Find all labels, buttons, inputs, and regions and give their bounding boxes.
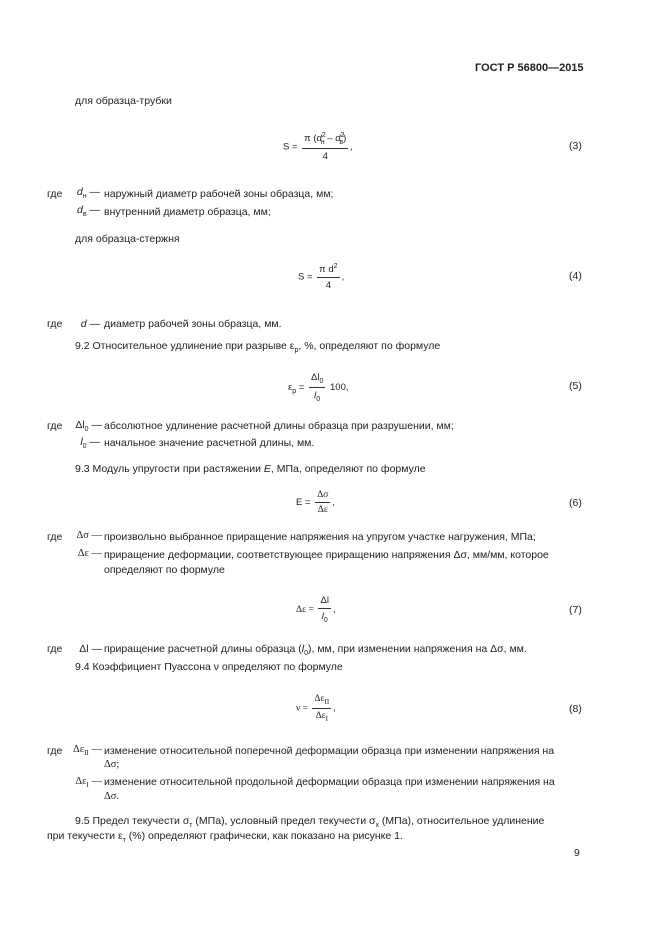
where-label: где (47, 420, 63, 432)
def-text-delta-l0: абсолютное удлинение расчетной длины образца при разрушении, мм; (104, 420, 454, 432)
formula-7-numerator: Δl (318, 595, 330, 609)
where-label: где (47, 531, 63, 543)
formula-6-numerator: Δσ (315, 490, 330, 503)
formula-4-numerator: π $d^2$ (317, 263, 339, 278)
formula-3-denominator: 4 (322, 151, 328, 163)
where-label: где (47, 643, 63, 655)
formula-5-lhs: $\varepsilon_р$ = (288, 381, 305, 395)
def-term-l0: $l_0$ — (80, 436, 100, 451)
def-text-delta-eps-i-cont: Δσ. (104, 791, 120, 802)
formula-8-denominator: $\Delta\varepsilon_I$ (315, 710, 329, 723)
def-term-delta-eps-i: $\Delta\varepsilon_I$ — (75, 776, 102, 790)
def-term-d-outer: $d_н$ — (76, 186, 100, 201)
def-term-delta-sigma: Δσ — (76, 530, 102, 541)
formula-7-denominator: $l_0$ (321, 611, 328, 624)
section-9-2: 9.2 Относительное удлинение при разрыве $\varepsilon_р$, %, определяют по формуле (75, 340, 441, 355)
def-term-d-inner: $d_в$ — (77, 204, 100, 219)
intro-tube: для образца-трубки (75, 95, 172, 107)
def-text-delta-eps-ii-cont: Δσ; (104, 759, 120, 770)
formula-3-lhs: S = (283, 141, 298, 153)
equation-number-6: (6) (569, 497, 582, 509)
formula-6-fraction (315, 490, 330, 515)
def-text-d: диаметр рабочей зоны образца, мм. (104, 318, 282, 330)
def-text-delta-epsilon: приращение деформации, соответствующее приращению напряжения Δσ, мм/мм, которое (104, 549, 549, 561)
where-label: где (47, 318, 63, 330)
where-label: где (47, 745, 63, 757)
formula-8-lhs: ν = (296, 703, 309, 714)
formula-6-denominator: Δε (317, 505, 328, 515)
equation-number-8: (8) (569, 703, 582, 715)
def-text-l0: начальное значение расчетной длины, мм. (104, 437, 315, 449)
formula-4: S = $\frac{\pi d^2}{4}$ , (298, 263, 345, 292)
document-code: ГОСТ Р 56800—2015 (475, 62, 584, 74)
formula-5: $\varepsilon_р$ = $\frac{\Delta l_0}{l_0}$ 100, (288, 372, 349, 403)
def-term-d: d — (80, 318, 100, 330)
formula-8-fraction (312, 694, 331, 723)
def-text-delta-sigma: произвольно выбранное приращение напряжения на упругом участке нагружения, МПа; (104, 531, 536, 543)
def-term-delta-epsilon: Δε — (77, 548, 102, 559)
formula-3-fraction (302, 132, 348, 162)
page-number: 9 (574, 847, 580, 859)
formula-5-fraction (309, 372, 325, 403)
equation-number-7: (7) (569, 604, 582, 616)
def-text-d-inner: внутренний диаметр образца, мм; (104, 206, 271, 218)
def-term-delta-l: Δl — (79, 643, 102, 655)
def-text-d-outer: наружный диаметр рабочей зоны образца, мм; (104, 188, 334, 200)
where-label: где (47, 188, 63, 200)
def-term-delta-eps-ii: $\Delta\varepsilon_{II}$ — (73, 744, 102, 758)
equation-number-4: (4) (569, 270, 582, 282)
formula-4-fraction (317, 263, 339, 291)
formula-7: Δε = $\frac{\Delta l}{l_0}$ , (296, 595, 336, 624)
equation-number-3: (3) (569, 140, 582, 152)
formula-5-denominator: $l_0$ (314, 389, 321, 403)
formula-4-lhs: S = (298, 271, 313, 283)
formula-8: ν = $\frac{\Delta\varepsilon_{II}}{\Delta\varepsilon_I}$ , (296, 694, 336, 723)
section-9-5-line2: при текучести $\varepsilon_т$ (%) определяют графически, как показано на рисунке 1. (47, 830, 403, 845)
section-9-5-line1: 9.5 Предел текучести $\sigma_т$ (МПа), условный предел текучести $\sigma_х$ (МПа), относительное удлинение (75, 815, 545, 830)
section-9-4: 9.4 Коэффициент Пуассона ν определяют по формуле (75, 661, 343, 673)
formula-6: E = $\frac{\Delta\sigma}{\Delta\varepsilon}$ , (296, 490, 336, 515)
intro-rod: для образца-стержня (75, 233, 180, 245)
formula-4-denominator: 4 (325, 280, 332, 292)
formula-7-fraction (318, 595, 330, 624)
def-term-delta-l0: $\Delta l_0$ — (75, 419, 102, 434)
formula-3-numerator: π $(d^2_н - d^2_в)$ (302, 132, 348, 149)
equation-number-5: (5) (569, 380, 582, 392)
section-9-3: 9.3 Модуль упругости при растяжении E, МПа, определяют по формуле (75, 463, 426, 475)
def-text-delta-eps-ii: изменение относительной поперечной деформации образца при изменении напряжения на (104, 745, 555, 757)
def-text-delta-l: приращение расчетной длины образца $(l_0)$, мм, при изменении напряжения на Δσ, мм. (104, 643, 527, 658)
def-text-delta-epsilon-cont: определяют по формуле (104, 564, 225, 576)
formula-7-lhs: Δε = (296, 604, 314, 615)
formula-8-numerator: $\Delta\varepsilon_{II}$ (312, 694, 331, 709)
formula-6-lhs: E = (296, 497, 311, 509)
def-text-delta-eps-i: изменение относительной продольной деформации образца при изменении напряжения на (104, 776, 555, 788)
formula-3: S = $\frac{\pi (d^2_н - d^2_в)}{4}$ , (283, 132, 353, 163)
formula-5-numerator: $\Delta l_0$ (309, 372, 325, 388)
